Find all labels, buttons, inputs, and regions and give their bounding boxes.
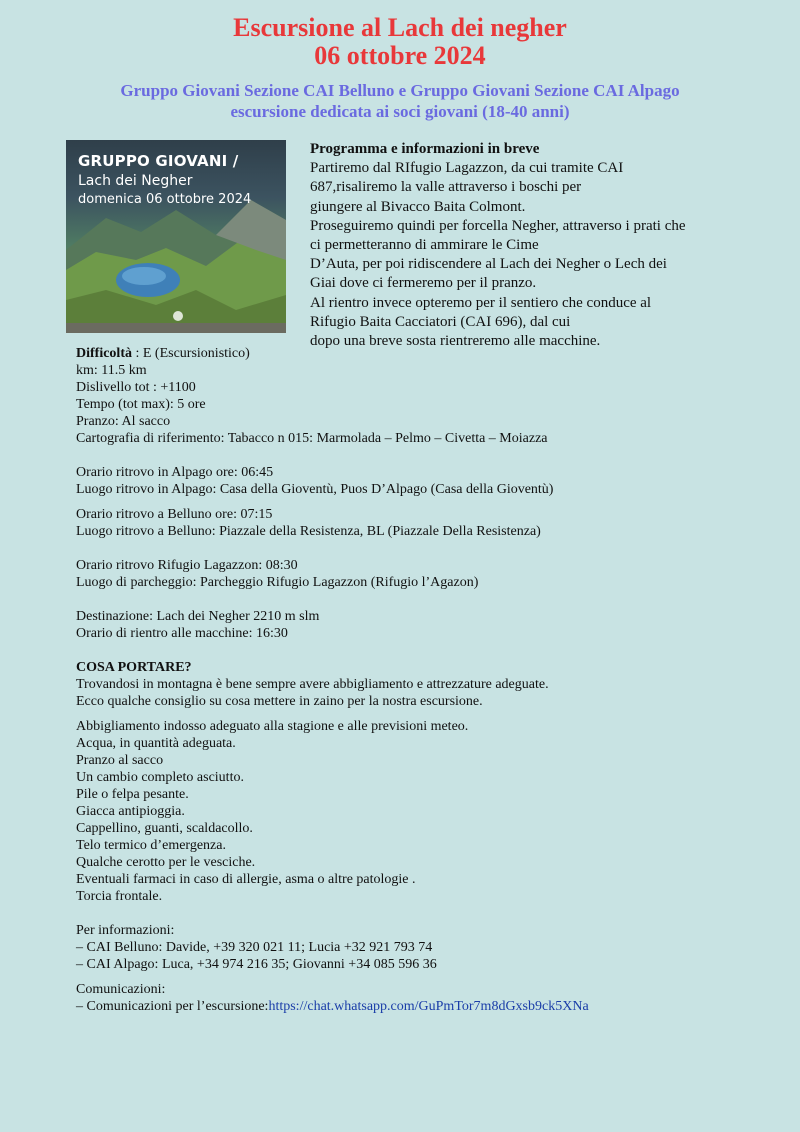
whatsapp-link[interactable]: https://chat.whatsapp.com/GuPmTor7m8dGxsb9ck5XNa <box>268 999 589 1014</box>
contact-belluno: – CAI Belluno: Davide, +39 320 021 11; Lucia +32 921 793 74 <box>76 940 433 955</box>
contacts-heading: Per informazioni: <box>76 923 175 938</box>
bring-intro: Ecco qualche consiglio su cosa mettere in zaino per la nostra escursione. <box>76 694 483 709</box>
program-line: giungere al Bivacco Baita Colmont. <box>310 198 526 215</box>
parking-place: Luogo di parcheggio: Parcheggio Rifugio Lagazzon (Rifugio l’Agazon) <box>76 575 479 590</box>
details-section <box>76 345 800 1015</box>
program-line: Rifugio Baita Cacciatori (CAI 696), dal cui <box>310 313 571 330</box>
rifugio-meeting-time: Orario ritrovo Rifugio Lagazzon: 08:30 <box>76 558 298 573</box>
poster-image <box>66 140 286 333</box>
program-line: 687,risaliremo la valle attraverso i boschi per <box>310 179 582 196</box>
program-line: D’Auta, per poi ridiscendere al Lach dei Negher o Lech dei <box>310 256 667 273</box>
program-section <box>310 140 780 351</box>
alpago-meeting-time: Orario ritrovo in Alpago ore: 06:45 <box>76 465 274 480</box>
program-line: ci permetteranno di ammirare le Cime <box>310 237 539 254</box>
list-item: Eventuali farmaci in caso di allergie, asma o altre patologie . <box>76 872 416 887</box>
lunch: Pranzo: Al sacco <box>76 414 171 429</box>
program-line: Al rientro invece opteremo per il sentiero che conduce al <box>310 294 652 311</box>
list-item: Torcia frontale. <box>76 889 163 904</box>
distance: km: 11.5 km <box>76 363 147 378</box>
communications-prefix: – Comunicazioni per l’escursione: <box>76 999 269 1014</box>
difficulty-label: Difficoltà <box>76 346 132 361</box>
communications-heading: Comunicazioni: <box>76 982 166 997</box>
list-item: Pile o felpa pesante. <box>76 787 189 802</box>
bring-heading: COSA PORTARE? <box>76 660 192 675</box>
header <box>0 0 800 122</box>
list-item: Telo termico d’emergenza. <box>76 838 226 853</box>
subtitle-audience: escursione dedicata ai soci giovani (18-40 anni) <box>230 102 570 121</box>
list-item: Giacca antipioggia. <box>76 804 185 819</box>
subtitle-groups: Gruppo Giovani Sezione CAI Belluno e Gruppo Giovani Sezione CAI Alpago <box>120 81 680 100</box>
contact-alpago: – CAI Alpago: Luca, +34 974 216 35; Giovanni +34 085 596 36 <box>76 957 437 972</box>
elevation-gain: Dislivello tot : +1100 <box>76 380 196 395</box>
list-item: Pranzo al sacco <box>76 753 164 768</box>
poster-date: domenica 06 ottobre 2024 <box>78 192 252 207</box>
list-item: Acqua, in quantità adeguata. <box>76 736 236 751</box>
top-section <box>0 140 800 350</box>
list-item: Abbigliamento indosso adeguato alla stagione e alle previsioni meteo. <box>76 719 469 734</box>
bring-intro: Trovandosi in montagna è bene sempre avere abbigliamento e attrezzature adeguate. <box>76 677 549 692</box>
poster-destination: Lach dei Negher <box>78 173 193 189</box>
event-title: Escursione al Lach dei negher <box>233 13 567 42</box>
program-line: Partiremo dal RIfugio Lagazzon, da cui tramite CAI <box>310 160 624 177</box>
difficulty-value: : E (Escursionistico) <box>131 346 250 361</box>
belluno-meeting-place: Luogo ritrovo a Belluno: Piazzale della Resistenza, BL (Piazzale Della Resistenza) <box>76 524 541 539</box>
poster-title: GRUPPO GIOVANI / <box>78 152 239 170</box>
alpago-meeting-place: Luogo ritrovo in Alpago: Casa della Gioventù, Puos D’Alpago (Casa della Gioventù) <box>76 482 554 497</box>
program-heading: Programma e informazioni in breve <box>310 141 540 157</box>
program-line: Proseguiremo quindi per forcella Negher, attraverso i prati che <box>310 217 686 234</box>
map-reference: Cartografia di riferimento: Tabacco n 015: Marmolada – Pelmo – Civetta – Moiazza <box>76 431 548 446</box>
list-item: Cappellino, guanti, scaldacollo. <box>76 821 253 836</box>
return-time: Orario di rientro alle macchine: 16:30 <box>76 626 288 641</box>
belluno-meeting-time: Orario ritrovo a Belluno ore: 07:15 <box>76 507 273 522</box>
event-subtitle <box>0 80 800 122</box>
program-line: Giai dove ci fermeremo per il pranzo. <box>310 275 537 292</box>
destination: Destinazione: Lach dei Negher 2210 m slm <box>76 609 320 624</box>
list-item: Un cambio completo asciutto. <box>76 770 244 785</box>
program-line: dopo una breve sosta rientreremo alle macchine. <box>310 333 601 350</box>
list-item: Qualche cerotto per le vesciche. <box>76 855 256 870</box>
duration: Tempo (tot max): 5 ore <box>76 397 206 412</box>
event-date: 06 ottobre 2024 <box>314 41 486 70</box>
communications-line <box>76 998 800 1015</box>
